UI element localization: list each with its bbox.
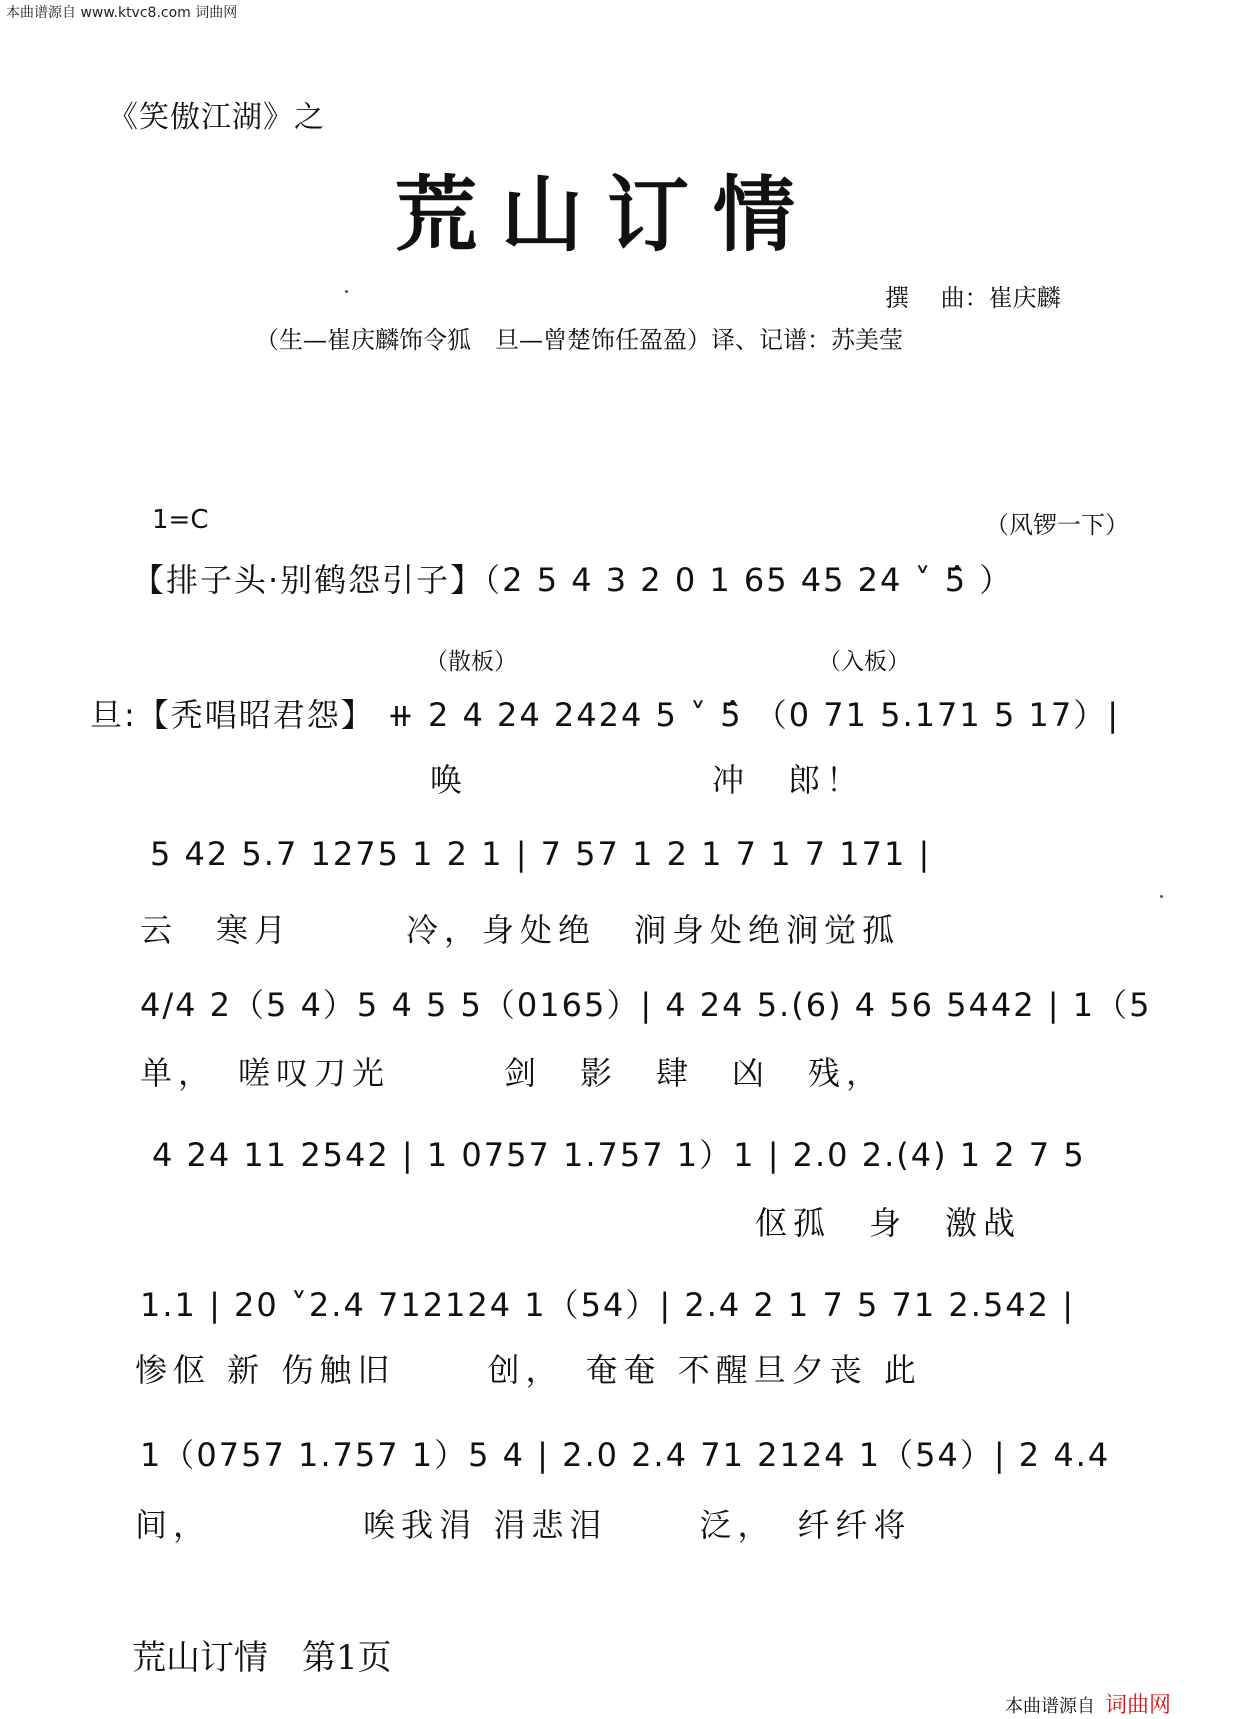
scan-speck: [345, 290, 348, 293]
tempo-ruban-label: （入板）: [818, 649, 910, 675]
notation-line-2: 5 42 5.7 1275 1 2 1 | 7 57 1 2 1 7 1 7 171 |: [150, 835, 932, 873]
lyrics-line-4: 伛孤 身 激战: [755, 1204, 1022, 1242]
gong-annotation: （风锣一下）: [985, 511, 1129, 539]
lyrics-line-5: 惨伛 新 伤触旧 创， 奄奄 不醒旦夕丧 此: [135, 1351, 922, 1389]
notation-line-6: 1（0757 1.757 1）5 4 | 2.0 2.4 71 2124 1（54）| 2 4.4: [140, 1436, 1111, 1474]
notation-line-1: 旦:【秃唱昭君怨】 ⧺ 2 4 24 2424 5 ˅ 5̂ （0 71 5.171 5 17）|: [90, 696, 1120, 734]
tempo-sanban-label: （散板）: [425, 649, 517, 675]
lyrics-line-3: 单， 嗟叹刀光 剑 影 肆 凶 残，: [140, 1054, 885, 1092]
notation-line-4: 4 24 11 2542 | 1 0757 1.757 1）1 | 2.0 2.(4) 1 2 7 5: [152, 1136, 1086, 1174]
lyrics-line-2: 云 寒月 冷，身处绝 涧身处绝涧觉孤: [140, 911, 901, 949]
scan-speck: [1160, 895, 1163, 898]
lyrics-line-6: 间， 唉我涓 涓悲泪 泛， 纤纤将: [135, 1506, 912, 1544]
bottom-watermark: [1005, 1688, 1171, 1719]
notation-line-3: 4/4 2（5 4）5 4 5 5（0165）| 4 24 5.(6) 4 56 5442 | 1（5: [140, 986, 1152, 1024]
top-watermark: 本曲谱源自 www.ktvc8.com 词曲网: [6, 5, 238, 21]
page-footer: 荒山订情 第1页: [132, 1638, 392, 1678]
bottom-watermark-text: 本曲谱源自: [1005, 1696, 1095, 1717]
key-signature: 1=C: [152, 505, 209, 535]
notation-line-5: 1.1 | 20 ˅2.4 712124 1（54）| 2.4 2 1 7 5 71 2.542 |: [140, 1286, 1075, 1324]
composer-credit: 撰 曲：崔庆麟: [885, 284, 1061, 312]
intro-line: 【排子头·别鹤怨引子】（2 5 4 3 2 0 1 65 45 24 ˅ 5̂ ）: [132, 561, 1014, 599]
roles-credit: （生—崔庆麟饰令狐 旦—曾楚饰任盈盈）译、记谱：苏美莹: [255, 326, 903, 354]
bottom-watermark-brand: 词曲网: [1105, 1693, 1172, 1718]
lyrics-line-1: 唤 冲 郎！: [430, 761, 865, 799]
page-title: 荒山订情: [395, 167, 820, 263]
series-title: 《笑傲江湖》之: [108, 100, 325, 135]
